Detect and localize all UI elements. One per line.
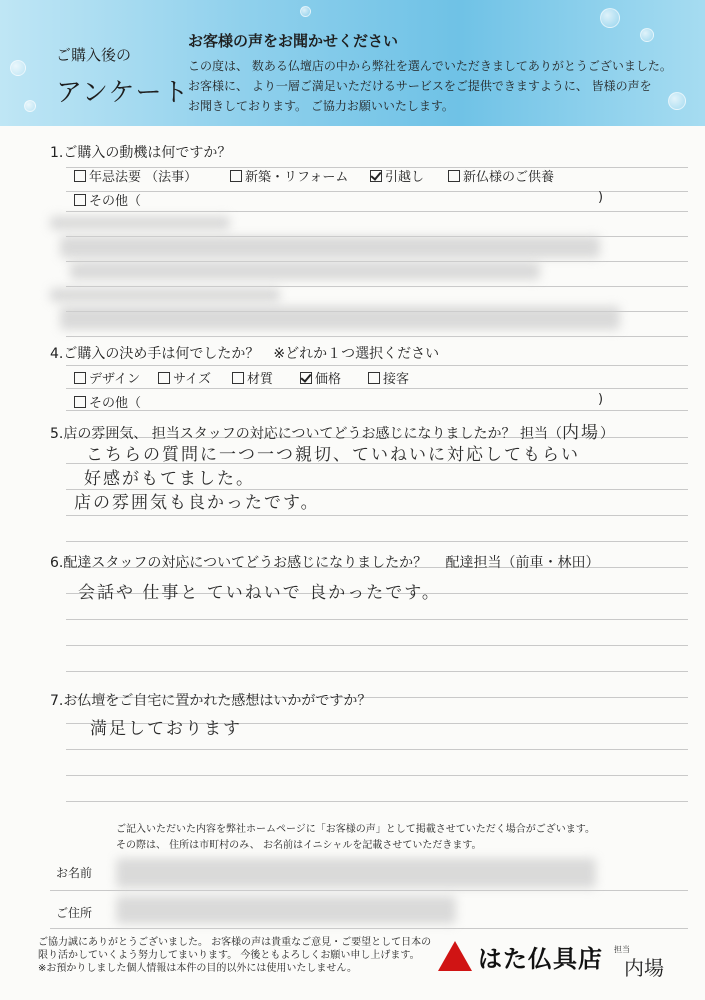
q4-close-paren: ) <box>598 392 604 407</box>
q7-answer: 満足しております <box>90 719 242 739</box>
company-logo <box>438 938 603 974</box>
q1-option-new-buddha[interactable]: 新仏様のご供養 <box>448 166 554 185</box>
q5-answer-line-1: こちらの質問に一つ一つ親切、ていねいに対応してもらい <box>86 445 580 465</box>
staff-signature: 内場 <box>624 956 664 980</box>
q1-option-memorial[interactable]: 年忌法要 （法事） <box>74 166 197 185</box>
q4-option-size[interactable]: サイズ <box>158 368 211 387</box>
q4-option-price[interactable]: 価格 <box>300 368 341 387</box>
q5-staff-name: 内場 <box>561 423 600 443</box>
checkbox-icon[interactable] <box>448 170 460 182</box>
logo-text: はた仏具店 <box>478 943 603 973</box>
footer-note: ご協力誠にありがとうございました。 お客様の声は貴重なご意見・ご要望として日本の 限り活かしていくよう努力してまいります。 今後ともよろしくお願い申し上げます。 ※お預かりしました個人情報は本件の目的以外には使用いたしません。 <box>38 937 432 974</box>
q1-option-other[interactable]: その他（ <box>74 190 141 209</box>
q4-question: 4.ご購入の決め手は何でしたか？ ※どれか１つ選択ください <box>50 346 440 362</box>
checkbox-icon[interactable] <box>74 396 86 408</box>
bubble-decoration <box>10 60 26 76</box>
q1-option-renovation[interactable]: 新築・リフォーム <box>230 166 348 185</box>
survey-heading: お客様の声をお聞かせください <box>188 32 399 50</box>
checkbox-icon[interactable] <box>230 170 242 182</box>
q4-option-design[interactable]: デザイン <box>74 368 140 387</box>
checkbox-icon[interactable] <box>158 372 170 384</box>
q1-question: 1.ご購入の動機は何ですか？ <box>50 145 232 161</box>
name-label: お名前 <box>56 866 93 880</box>
q1-close-paren: ) <box>598 190 604 205</box>
staff-label: 担当 <box>614 945 630 954</box>
q4-option-material[interactable]: 材質 <box>232 368 273 387</box>
checkbox-icon[interactable] <box>74 372 86 384</box>
q5-answer-line-3: 店の雰囲気も良かったです。 <box>74 493 320 513</box>
intro-text: この度は、 数ある仏壇店の中から弊社を選んでいただきましてありがとうございました。 お客様に、 より一層ご満足いただけるサービスをご提供できますように、 皆様の声を お聞きしております。 ご協力お願いいたします。 <box>188 59 672 113</box>
q7-question: 7.お仏壇をご自宅に置かれた感想はいかがですか？ <box>50 693 372 709</box>
header-subtitle: ご購入後の <box>56 46 132 64</box>
bubble-decoration <box>600 8 620 28</box>
q1-option-moving[interactable]: 引越し <box>370 166 424 185</box>
checkbox-icon[interactable] <box>74 194 86 206</box>
q6-question: 6.配達スタッフの対応についてどうお感じになりましたか？ 配達担当（前車・林田） <box>50 555 600 571</box>
q5-answer-line-2: 好感がもてました。 <box>84 469 255 489</box>
header-banner <box>0 0 705 126</box>
checkbox-icon[interactable] <box>368 372 380 384</box>
checkbox-icon[interactable] <box>232 372 244 384</box>
address-line <box>50 928 688 929</box>
q6-answer: 会話や 仕事と ていねいで 良かったです。 <box>78 583 441 603</box>
address-label: ご住所 <box>56 906 93 920</box>
checkbox-checked-icon[interactable] <box>300 372 312 384</box>
name-line <box>50 890 688 891</box>
checkbox-checked-icon[interactable] <box>370 170 382 182</box>
publication-notice: ご記入いただいた内容を弊社ホームページに「お客様の声」として掲載させていただく場合がございます。 その際は、 住所は市町村のみ、 お名前はイニシャルを記載させていただきます。 <box>116 824 595 851</box>
bubble-decoration <box>300 6 311 17</box>
header-title: アンケート <box>56 78 190 108</box>
logo-mountain-icon <box>438 941 472 971</box>
q4-option-other[interactable]: その他（ <box>74 392 141 411</box>
bubble-decoration <box>640 28 654 42</box>
q4-option-service[interactable]: 接客 <box>368 368 409 387</box>
checkbox-icon[interactable] <box>74 170 86 182</box>
q5-question: 5.店の雰囲気、 担当スタッフの対応についてどうお感じになりましたか？ 担当（内場） <box>50 423 614 443</box>
bubble-decoration <box>24 100 36 112</box>
